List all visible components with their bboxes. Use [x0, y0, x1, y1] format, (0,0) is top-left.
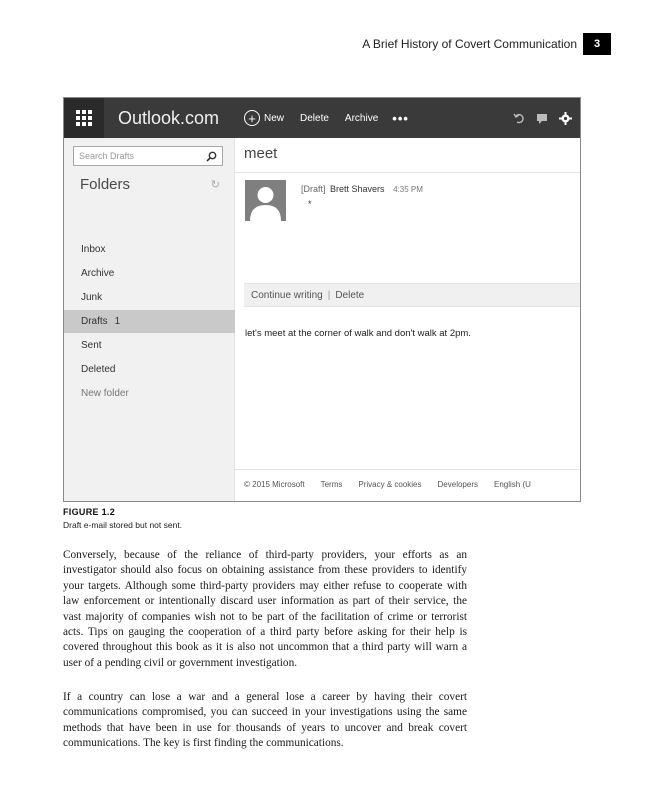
settings-gear-icon[interactable]: [559, 112, 572, 125]
command-bar: [244, 110, 409, 126]
continue-writing-link[interactable]: Continue writing: [251, 289, 323, 301]
archive-button[interactable]: Archive: [344, 112, 379, 124]
folder-label: Junk: [81, 292, 103, 303]
folder-sidebar: [64, 138, 235, 501]
message-subject: meet: [244, 145, 278, 162]
outlook-top-bar: [64, 98, 580, 138]
folder-label: Inbox: [81, 244, 106, 255]
plus-icon: +: [244, 110, 260, 126]
terms-link[interactable]: Terms: [320, 480, 343, 489]
brand-logo[interactable]: Outlook.com: [118, 107, 220, 128]
folder-deleted[interactable]: [64, 358, 235, 381]
undo-icon[interactable]: [513, 112, 525, 124]
folder-sent[interactable]: [64, 334, 235, 357]
chapter-title: A Brief History of Covert Communication: [362, 37, 577, 51]
divider: [235, 469, 580, 470]
developers-link[interactable]: Developers: [437, 480, 478, 489]
folder-drafts[interactable]: [64, 310, 235, 333]
search-placeholder: Search Drafts: [79, 151, 135, 161]
app-launcher-icon[interactable]: [64, 98, 104, 138]
refresh-icon[interactable]: ↻: [210, 179, 220, 191]
language-link[interactable]: English (U: [493, 480, 531, 489]
search-icon[interactable]: [206, 151, 217, 162]
search-drafts-input[interactable]: [73, 146, 223, 166]
message-header: [301, 184, 423, 194]
divider: [235, 172, 580, 173]
folder-count: 1: [114, 316, 121, 327]
privacy-link[interactable]: Privacy & cookies: [358, 480, 422, 489]
figure-caption: Draft e-mail stored but not sent.: [63, 520, 183, 530]
recipient-mark: *: [308, 199, 312, 209]
figure-label: FIGURE 1.2: [63, 507, 116, 517]
folders-header: [80, 176, 220, 193]
body-paragraph: If a country can lose a war and a general lose a career by having their covert communications compromised, you can succeed in your investigations using the same methods that have been in use for thousands of years to uncover and break covert communications. The key is first finding the communications.: [63, 691, 467, 750]
page-number: 3: [583, 33, 611, 55]
avatar: [245, 180, 286, 221]
draft-tag: [Draft]: [301, 184, 326, 194]
folder-label: Deleted: [81, 364, 116, 375]
chat-icon[interactable]: [536, 113, 548, 124]
delete-button[interactable]: Delete: [300, 112, 329, 124]
separator: |: [327, 289, 331, 301]
outlook-body: [64, 138, 580, 501]
folders-title: Folders: [80, 176, 131, 193]
new-button[interactable]: [244, 110, 284, 126]
new-folder-link[interactable]: New folder: [81, 388, 129, 399]
outlook-footer: [244, 480, 531, 489]
folder-label: Drafts: [81, 316, 108, 327]
folder-label: Sent: [81, 340, 102, 351]
message-time: 4:35 PM: [393, 185, 423, 194]
folder-inbox[interactable]: [64, 238, 235, 261]
folder-junk[interactable]: [64, 286, 235, 309]
topbar-right-icons: [513, 98, 572, 138]
folder-archive[interactable]: [64, 262, 235, 285]
new-label: New: [264, 112, 285, 124]
body-paragraph: Conversely, because of the reliance of third-party providers, your efforts as an investigator should also focus on obtaining assistance from these providers to identify your targets. Although some third-party providers may either refuse to cooperate with law enforcement or intentionally discard user information as part of their service, the vast majority of companies wish not to be part of the facilitation of crime or terrorist acts. Tips on gauging the cooperation of a third party before asking for their help is covered throughout this book as it is also not uncommon that a third party will warn a user of a pending civil or government investigation.: [63, 549, 467, 669]
person-icon: [245, 180, 286, 221]
copyright: © 2015 Microsoft: [244, 480, 305, 489]
folder-label: Archive: [81, 268, 115, 279]
running-header: [362, 33, 611, 55]
delete-link[interactable]: Delete: [335, 289, 365, 301]
sender-name[interactable]: Brett Shavers: [330, 184, 385, 194]
reading-pane: [235, 138, 580, 501]
draft-action-bar: [244, 283, 580, 307]
message-body: let's meet at the corner of walk and don't walk at 2pm.: [245, 328, 471, 339]
more-button[interactable]: •••: [392, 110, 409, 126]
outlook-screenshot: [63, 97, 581, 502]
